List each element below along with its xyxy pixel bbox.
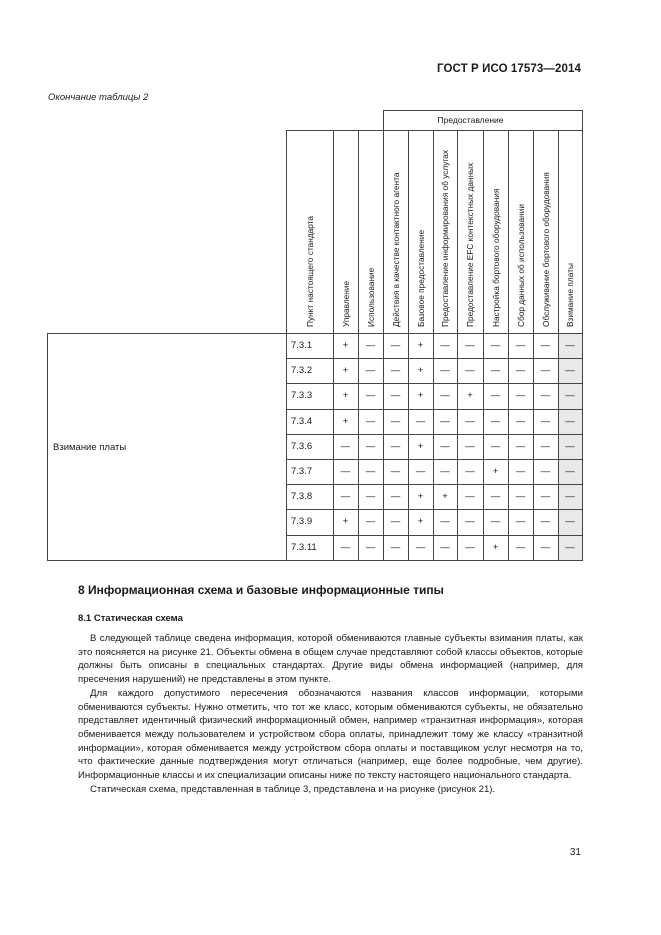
clause-cell: 7.3.9 (291, 516, 313, 528)
table-cell: — (540, 390, 551, 402)
table-cell: — (515, 541, 526, 553)
clause-cell: 7.3.3 (291, 390, 313, 402)
table-cell: — (565, 440, 575, 452)
table-cell: — (515, 440, 526, 452)
body-text (78, 632, 583, 796)
table-cell: — (540, 365, 551, 377)
table-cell: — (490, 340, 501, 351)
paragraph: В следующей таблице сведена информация, которой обмениваются главные субъекты взимания платы, как это поясняется на рисунке 21. Объекты обмена в общем случае представляют собой классы объектов, которые должны быть описаны в специальных стандартах. Другие виды обмена информацией (например, для пресечения нарушений) не представлены в этом пункте. (78, 633, 583, 686)
table-cell: — (440, 541, 450, 553)
table-cell: — (365, 365, 376, 377)
column-rule (582, 130, 583, 561)
table-cell: — (515, 415, 526, 427)
table-cell: — (390, 415, 401, 427)
clause-cell: 7.3.6 (291, 440, 313, 452)
table-cell: — (465, 340, 475, 351)
table-cell: — (390, 440, 401, 452)
table-cell: — (565, 491, 575, 503)
table-cell: — (340, 491, 351, 503)
table-cell: + (342, 415, 349, 427)
table-cell: + (417, 365, 424, 377)
group-header-right-rule (582, 110, 583, 130)
table-cell: — (390, 340, 401, 351)
paragraph: Статическая схема, представленная в таблице 3, представлена и на рисунке (рисунок 21). (90, 783, 496, 795)
table-cell: — (340, 541, 351, 553)
table-cell: + (492, 541, 499, 553)
table-cell: — (440, 390, 450, 402)
clause-cell: 7.3.11 (291, 541, 317, 553)
table-cell: — (465, 541, 475, 553)
section-8-heading: 8 Информационная схема и базовые информационные типы (78, 583, 444, 597)
table-cell: + (342, 390, 349, 402)
column-header: Использование (365, 267, 376, 327)
table-cell: — (515, 340, 526, 351)
table-cell: — (365, 440, 376, 452)
table-cell: — (440, 440, 450, 452)
column-header: Настройка бортового оборудования (490, 188, 501, 327)
table-cell: + (417, 390, 424, 402)
table-cell: — (390, 491, 401, 503)
table-cell: — (515, 516, 526, 528)
table-cell: — (390, 541, 401, 553)
table-cell: — (440, 415, 450, 427)
column-header: Действия в качестве контактного агента (390, 172, 401, 327)
table-cell: + (492, 466, 499, 477)
table-cell: — (390, 390, 401, 402)
clause-cell: 7.3.8 (291, 491, 313, 503)
table-cell: — (390, 516, 401, 528)
table-cell: + (417, 440, 424, 452)
table-cell: — (365, 390, 376, 402)
table-left-rule (47, 333, 48, 561)
table-cell: + (467, 390, 473, 402)
table-cell: — (365, 340, 376, 351)
table-cell: — (390, 365, 401, 377)
standard-code: ГОСТ Р ИСО 17573—2014 (436, 63, 581, 75)
table-cell: — (440, 365, 450, 377)
table-cell: — (465, 491, 475, 503)
table-cell: — (490, 516, 501, 528)
clause-cell: 7.3.4 (291, 415, 313, 427)
table-cell: + (417, 516, 424, 528)
table-cell: — (515, 491, 526, 503)
page-number: 31 (569, 847, 581, 858)
table-cell: — (515, 466, 526, 477)
table-cell: — (465, 466, 475, 477)
table-cell: — (565, 516, 575, 528)
table-cell: — (390, 466, 401, 477)
table-cell: — (515, 365, 526, 377)
table-cell: — (440, 516, 450, 528)
column-header: Обслуживание бортового оборудования (540, 172, 551, 327)
clause-cell: 7.3.2 (291, 365, 313, 377)
table-cell: — (490, 491, 501, 503)
column-header: Управление (340, 280, 351, 327)
table-cell: — (540, 415, 551, 427)
column-header: Взимание платы (565, 263, 575, 327)
table-cell: — (565, 466, 575, 477)
row-group-label: Взимание платы (53, 441, 127, 453)
table-cell: — (565, 390, 575, 402)
table-cell: + (342, 365, 349, 377)
paragraph: Для каждого допустимого пересечения обозначаются названия классов информации, которыми обмениваются субъекты. Нужно отметить, что тот же класс, которым обмениваются субъекты, не обязательно представляет идентичный физический информационный обмен, например «транзитная информация», которая обменивается между пользователем и устройством сбора оплаты, принадлежит тому же классу «транзитной информации», которая обменивается между устройством сбора оплаты и поставщиком услуг несмотря на то, что фактические данные подтверждения могут отличаться (например, еще более подробные, чем другие). Информационные классы и их специализации описаны ниже по тексту настоящего национального стандарта. (78, 687, 583, 782)
table-cell: — (465, 440, 475, 452)
table-cell: — (365, 415, 376, 427)
table-cell: + (342, 340, 349, 351)
group-header-top-rule (383, 110, 582, 111)
clause-cell: 7.3.1 (291, 340, 313, 351)
table-caption: Окончание таблицы 2 (48, 92, 149, 103)
column-header: Сбор данных об использовании (515, 204, 526, 327)
table-cell: — (565, 365, 575, 377)
column-header: Предоставление информирования об услугах (440, 150, 450, 327)
table-cell: — (490, 365, 501, 377)
table-cell: — (540, 466, 551, 477)
table-cell: — (565, 415, 575, 427)
header-top-rule (286, 130, 582, 131)
table-bottom-rule (47, 560, 583, 561)
table-cell: — (415, 415, 426, 427)
table-cell: — (540, 516, 551, 528)
column-rule (286, 130, 287, 561)
clause-cell: 7.3.7 (291, 466, 313, 477)
column-header: Предоставление EFC контекстных данных (465, 162, 475, 327)
table-cell: — (340, 466, 351, 477)
section-8-1-heading: 8.1 Статическая схема (78, 613, 183, 624)
table-cell: — (365, 516, 376, 528)
table-cell: — (540, 340, 551, 351)
table-cell: — (540, 541, 551, 553)
table-cell: — (540, 440, 551, 452)
table-cell: + (417, 340, 424, 351)
table-cell: + (342, 516, 349, 528)
table-cell: — (365, 466, 376, 477)
column-header: Пункт настоящего стандарта (304, 215, 315, 327)
table-cell: — (540, 491, 551, 503)
table-cell: — (465, 415, 475, 427)
table-cell: — (565, 541, 575, 553)
table-cell: — (465, 516, 475, 528)
table-cell: — (565, 340, 575, 351)
table-cell: — (365, 541, 376, 553)
table-cell: — (415, 541, 426, 553)
table-cell: + (442, 491, 448, 503)
table-cell: — (365, 491, 376, 503)
table-cell: — (490, 440, 501, 452)
group-header-label: Предоставление (437, 115, 504, 125)
table-cell: + (417, 491, 424, 503)
table-cell: — (340, 440, 351, 452)
table-cell: — (465, 365, 475, 377)
column-header: Базовое предоставление (415, 229, 426, 327)
table-cell: — (440, 466, 450, 477)
table-cell: — (415, 466, 426, 477)
table-cell: — (490, 390, 501, 402)
table-cell: — (440, 340, 450, 351)
table-cell: — (515, 390, 526, 402)
table-cell: — (490, 415, 501, 427)
